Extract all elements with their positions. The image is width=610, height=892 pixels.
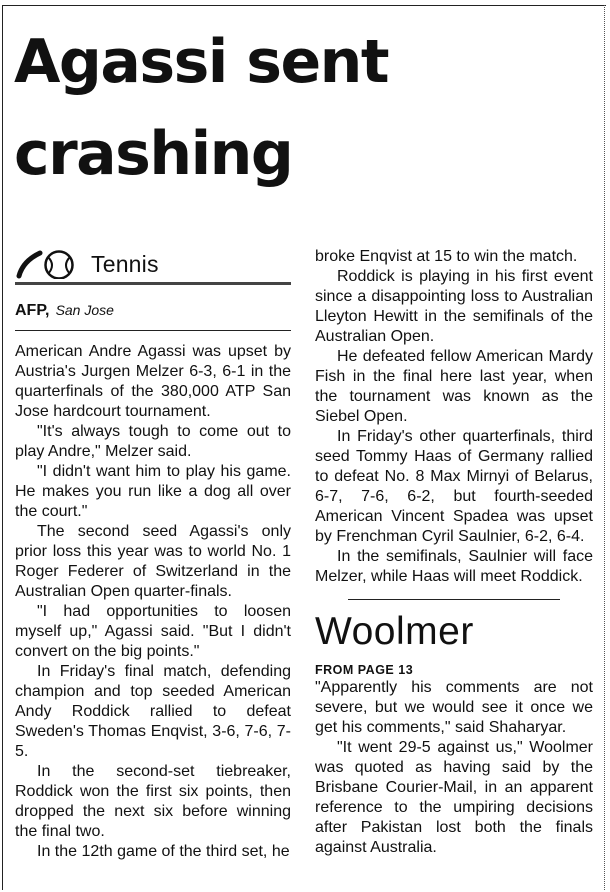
article-paragraph: broke Enqvist at 15 to win the match. [315,248,578,265]
jump-headline: Woolmer [315,610,474,653]
jump-from-label: FROM PAGE 13 [315,663,414,677]
article-paragraph: In Friday's final match, defending champion and top seeded American Andy Roddick rallied to defeat Sweden's Thomas Enqvist, 3-6, 7-6, 7-5. [15,663,291,760]
jump-paragraph: "It went 29-5 against us," Woolmer was quoted as having said by the Brisbane Courier-Mail, in an apparent reference to the umpiring decisions after Pakistan lost both the finals against Australia. [315,739,593,856]
article-paragraph: "I had opportunities to loosen myself up," Agassi said. "But I didn't convert on the big points." [15,603,291,660]
article-paragraph: In Friday's other quarterfinals, third seed Tommy Haas of Germany rallied to defeat No. 8 Max Mirnyi of Belarus, 6-7, 7-6, 6-2, but fourth-seeded American Vincent Spadea was upset by Frenchman Cyril Saulnier, 6-2, 6-4. [315,428,593,545]
jump-paragraph: "Apparently his comments are not severe, but we would see it once we get his comments," said Shaharyar. [315,679,593,736]
article-paragraph: American Andre Agassi was upset by Austria's Jurgen Melzer 6-3, 6-1 in the quarterfinals of the 380,000 ATP San Jose hardcourt tournament. [15,343,291,420]
byline-agency: AFP, [15,302,50,319]
section-label: Tennis [91,251,159,277]
article-column-2 [315,247,593,858]
page-frame-right [604,5,605,890]
article-paragraph: In the 12th game of the third set, he [37,843,290,860]
byline [15,300,291,331]
article-paragraph: The second seed Agassi's only prior loss this year was to world No. 1 Roger Federer of Switzerland in the Australian Open quarter-finals. [15,523,291,600]
article-paragraph: He defeated fellow American Mardy Fish in the final here last year, when the tournament was known as the Siebel Open. [315,348,593,425]
headline: Agassi sent crashing [14,27,389,189]
article-paragraph: Roddick is playing in his first event since a disappointing loss to Australian Lleyton Hewitt in the semifinals of the Australian Open. [315,268,593,345]
article-paragraph: "It's always tough to come out to play Andre," Melzer said. [15,423,291,460]
article-paragraph: In the semifinals, Saulnier will face Melzer, while Haas will meet Roddick. [315,548,593,585]
section-header [15,246,291,285]
article-column-1 [15,246,291,862]
page-frame-left [2,5,3,890]
article-paragraph: In the second-set tiebreaker, Roddick won the first six points, then dropped the next six before winning the final two. [15,763,291,840]
article-paragraph: "I didn't want him to play his game. He makes you run like a dog all over the court." [15,463,291,520]
page-frame-top [2,5,606,6]
tennis-ball-icon [15,249,89,279]
byline-place: San Jose [55,302,114,318]
column-divider [348,599,560,600]
